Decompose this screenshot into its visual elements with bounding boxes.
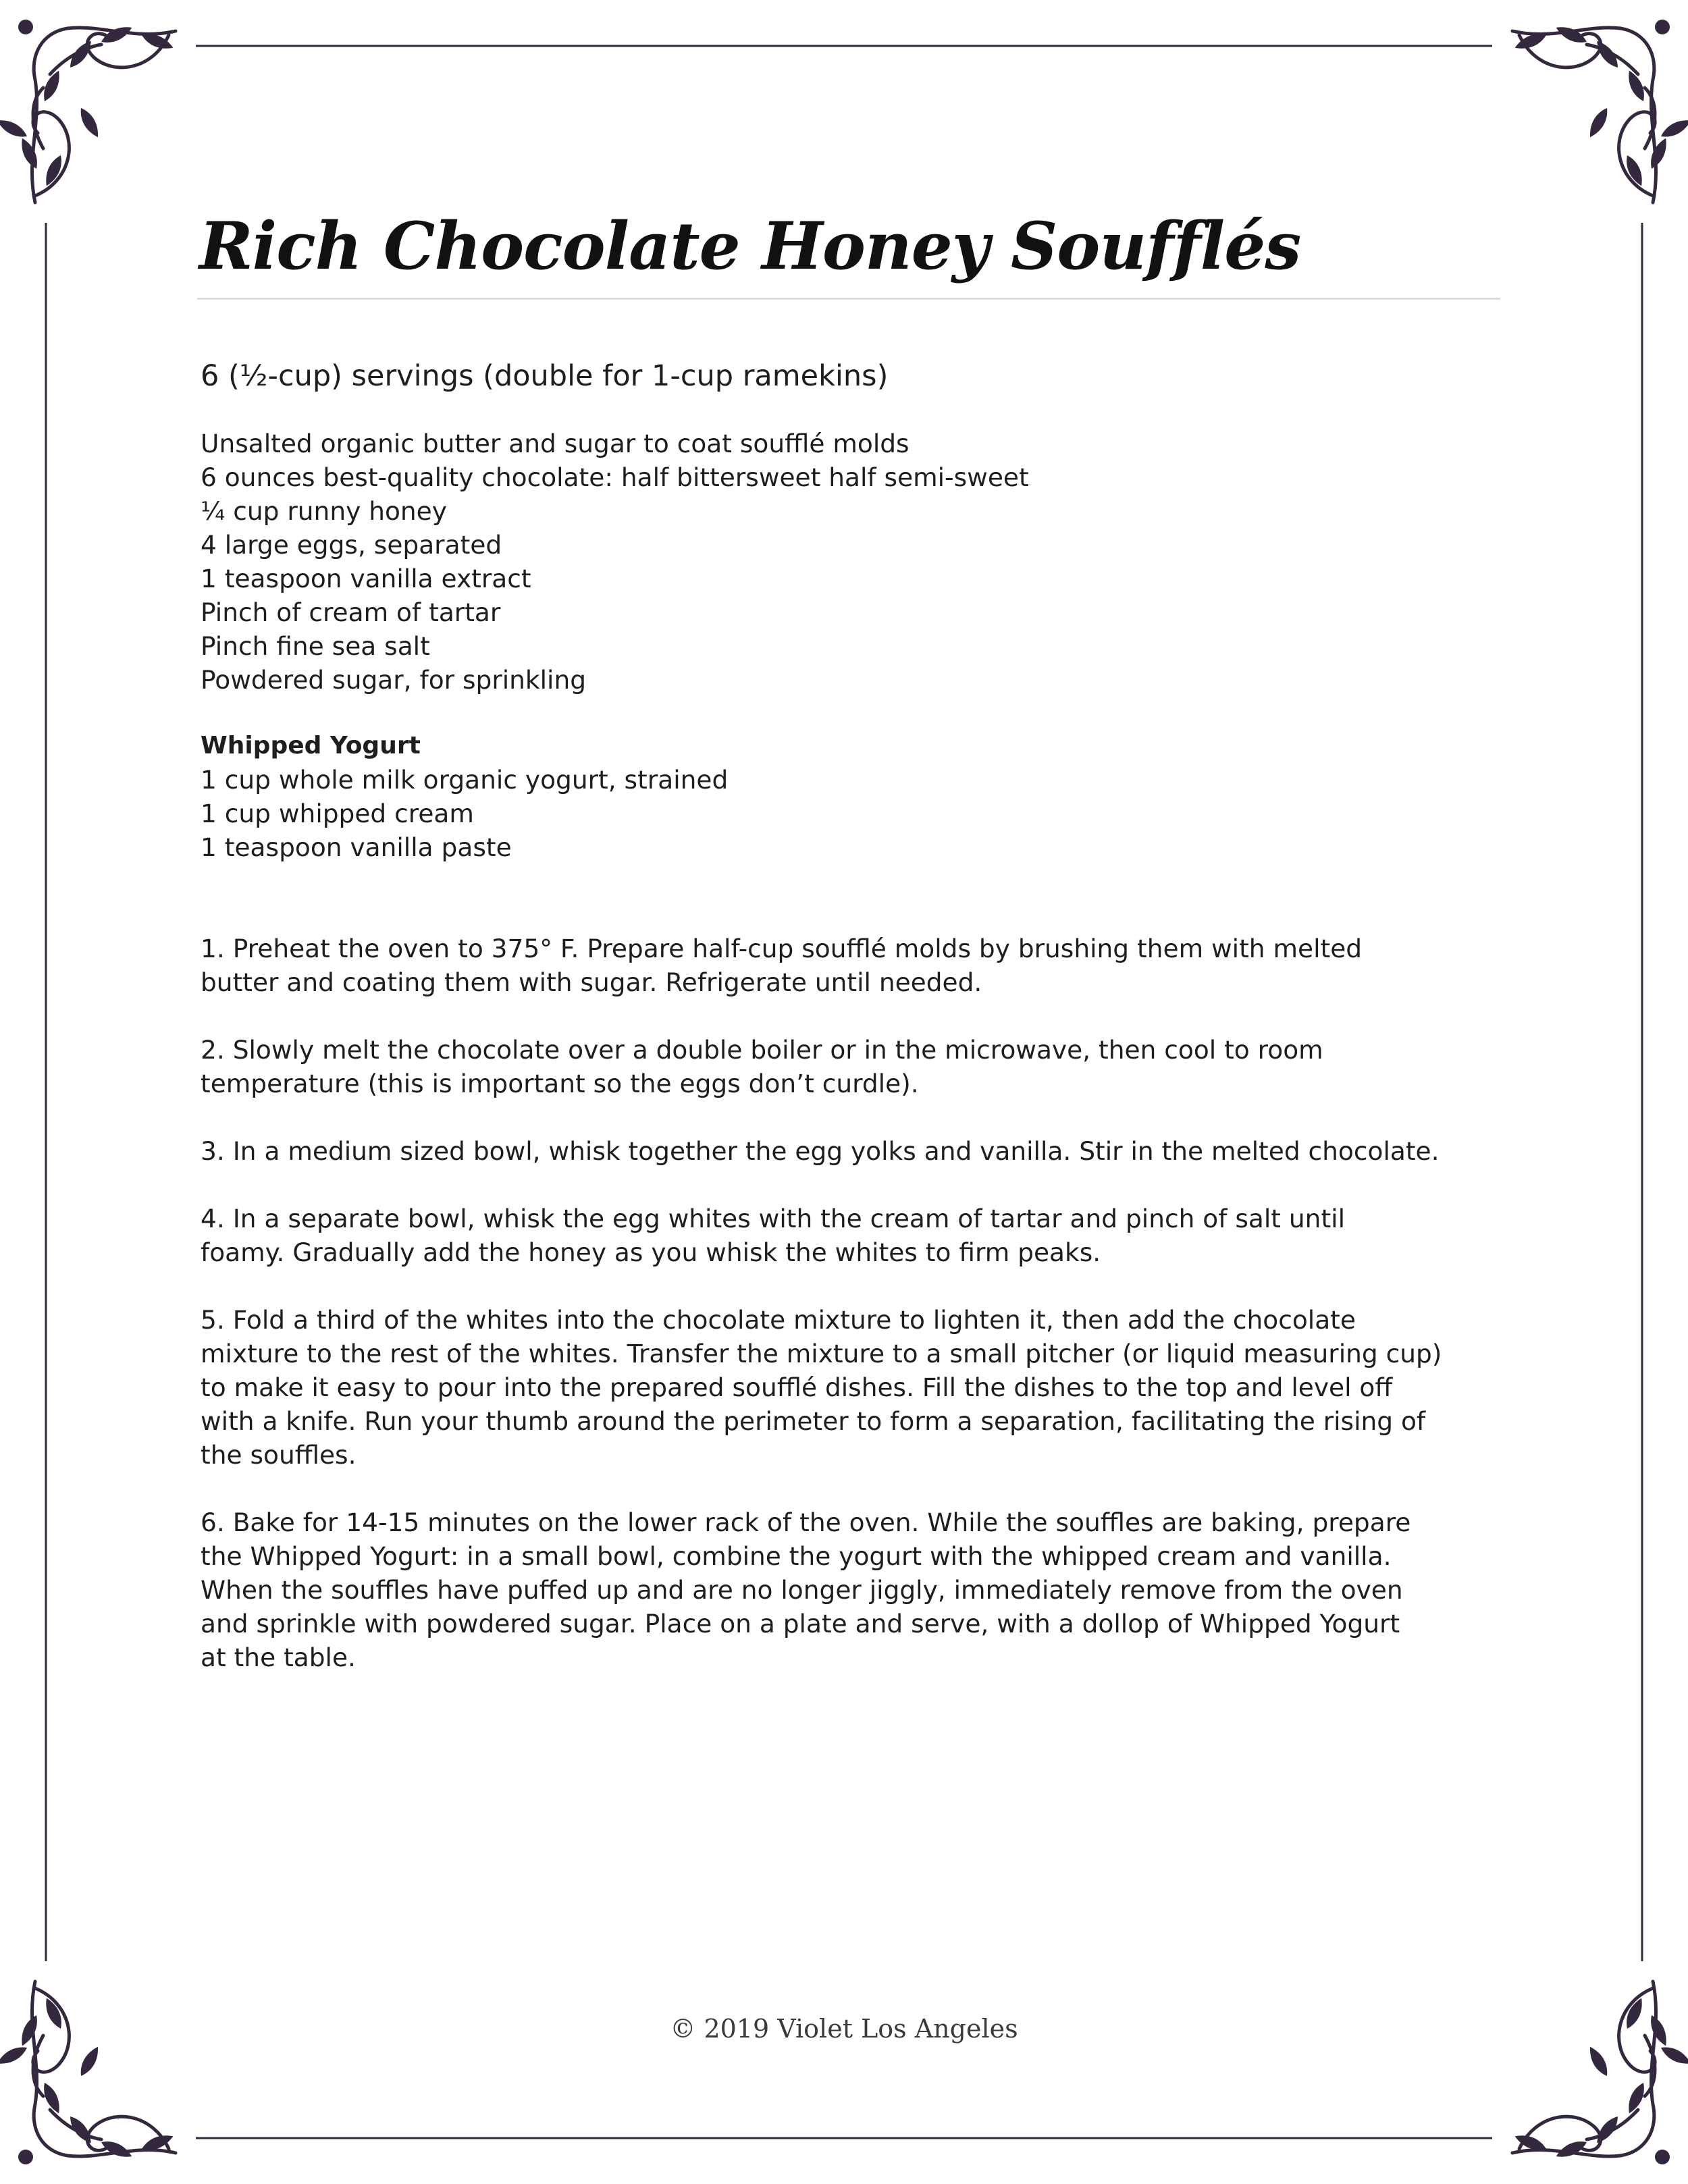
yogurt-ingredient-list [201, 763, 1504, 864]
step-2: 2. Slowly melt the chocolate over a double boiler or in the microwave, then cool to room temperature (this is important so the eggs don’t curdle). [201, 1035, 1323, 1098]
recipe-body [201, 352, 1504, 1708]
ingredient-item: Pinch of cream of tartar [201, 597, 501, 627]
yogurt-ingredient-item: 1 cup whole milk organic yogurt, strained [201, 765, 729, 795]
step-3: 3. In a medium sized bowl, whisk together the egg yolks and vanilla. Stir in the melted chocolate. [201, 1136, 1440, 1166]
ingredient-item: 4 large eggs, separated [201, 530, 502, 560]
servings-line: 6 (½-cup) servings (double for 1-cup ramekins) [201, 359, 889, 393]
ingredient-item: Powdered sugar, for sprinkling [201, 665, 587, 695]
ingredient-item: Pinch fine sea salt [201, 631, 430, 661]
ingredient-list [201, 427, 1504, 697]
title-divider [197, 298, 1500, 300]
ingredient-item: ¼ cup runny honey [201, 496, 447, 526]
step-6: 6. Bake for 14-15 minutes on the lower rack of the oven. While the souffles are baking, prepare the Whipped Yogurt: in a small bowl, combine the yogurt with the whipped cream and vanilla. When the souffles have puffed up and are no longer jiggly, immediately remove from the oven and sprinkle with powdered sugar. Place on a plate and serve, with a dollop of Whipped Yogurt at the table. [201, 1508, 1411, 1672]
ingredient-item: Unsalted organic butter and sugar to coat soufflé molds [201, 429, 909, 458]
step-4: 4. In a separate bowl, whisk the egg whites with the cream of tartar and pinch of salt until foamy. Gradually add the honey as you whisk the whites to firm peaks. [201, 1204, 1345, 1267]
ingredient-item: 6 ounces best-quality chocolate: half bittersweet half semi-sweet [201, 462, 1029, 492]
instruction-steps [201, 932, 1504, 1674]
ingredient-item: 1 teaspoon vanilla extract [201, 564, 531, 593]
recipe-title: Rich Chocolate Honey Soufflés [199, 208, 1301, 284]
step-1: 1. Preheat the oven to 375° F. Prepare half-cup soufflé molds by brushing them with melted butter and coating them with sugar. Refrigerate until needed. [201, 934, 1363, 997]
step-5: 5. Fold a third of the whites into the chocolate mixture to lighten it, then add the chocolate mixture to the rest of the whites. Transfer the mixture to a small pitcher (or liquid measuring cup) to make it easy to pour into the prepared soufflé dishes. Fill the dishes to the top and level off with a knife. Run your thumb around the perimeter to form a separation, facilitating the rising of the souffles. [201, 1305, 1442, 1470]
yogurt-ingredient-item: 1 teaspoon vanilla paste [201, 832, 512, 862]
whipped-yogurt-heading: Whipped Yogurt [201, 732, 421, 760]
yogurt-ingredient-item: 1 cup whipped cream [201, 799, 474, 828]
copyright-footer: © 2019 Violet Los Angeles [670, 2014, 1018, 2044]
